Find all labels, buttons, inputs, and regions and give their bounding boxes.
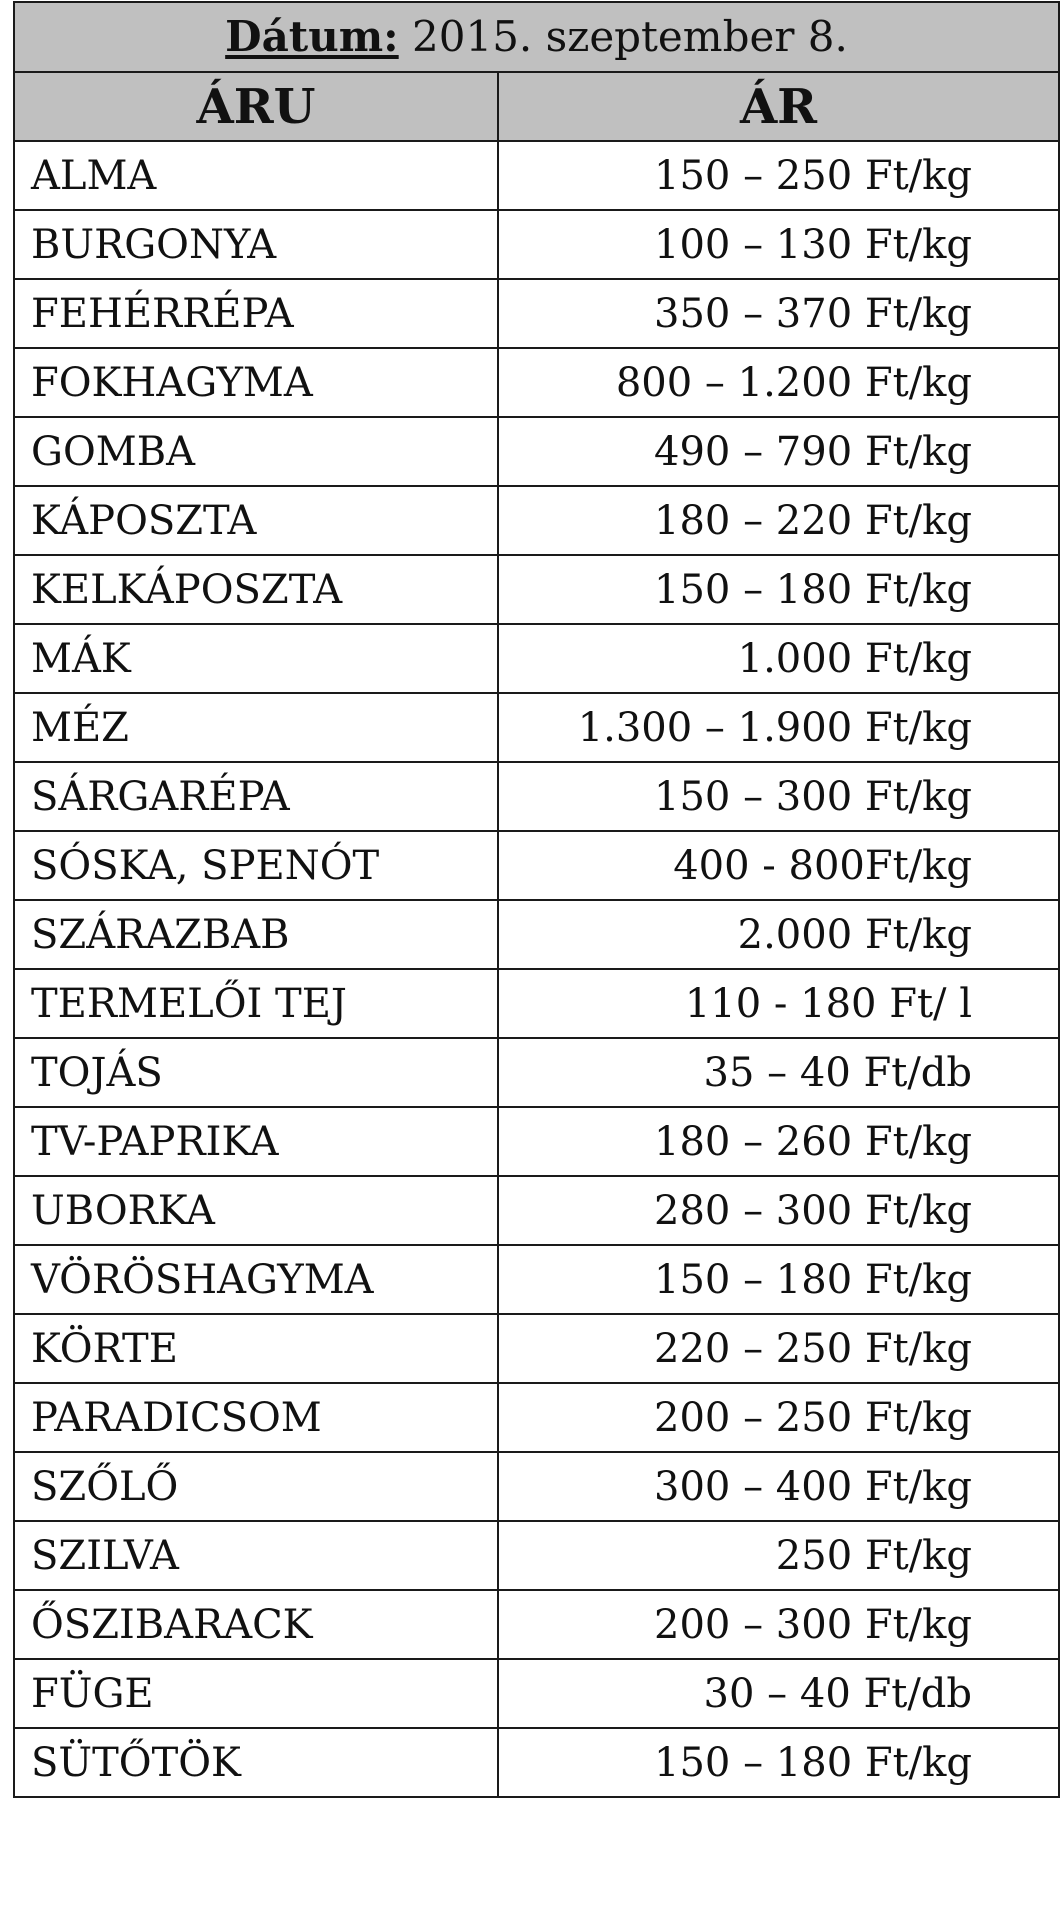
table-row: [14, 1728, 1059, 1797]
column-header-row: [14, 72, 1059, 141]
table-row: [14, 1245, 1059, 1314]
table-row: [14, 1659, 1059, 1728]
product-name: FÜGE: [14, 1659, 498, 1728]
product-price: 250 Ft/kg: [498, 1521, 1059, 1590]
product-name: FOKHAGYMA: [14, 348, 498, 417]
product-price: 150 – 180 Ft/kg: [498, 555, 1059, 624]
product-price: 100 – 130 Ft/kg: [498, 210, 1059, 279]
product-name: PARADICSOM: [14, 1383, 498, 1452]
product-price: 2.000 Ft/kg: [498, 900, 1059, 969]
product-price: 180 – 260 Ft/kg: [498, 1107, 1059, 1176]
product-price: 30 – 40 Ft/db: [498, 1659, 1059, 1728]
table-row: [14, 279, 1059, 348]
table-row: [14, 1038, 1059, 1107]
table-row: [14, 762, 1059, 831]
table-row: [14, 1176, 1059, 1245]
product-price: 150 – 180 Ft/kg: [498, 1245, 1059, 1314]
table-row: [14, 969, 1059, 1038]
table-row: [14, 831, 1059, 900]
product-price: 350 – 370 Ft/kg: [498, 279, 1059, 348]
product-name: TOJÁS: [14, 1038, 498, 1107]
product-price: 1.300 – 1.900 Ft/kg: [498, 693, 1059, 762]
table-row: [14, 1383, 1059, 1452]
product-name: TV-PAPRIKA: [14, 1107, 498, 1176]
product-name: SÓSKA, SPENÓT: [14, 831, 498, 900]
product-name: MÁK: [14, 624, 498, 693]
price-list-table: [13, 1, 1060, 1798]
column-header-product: ÁRU: [14, 72, 498, 141]
product-price: 35 – 40 Ft/db: [498, 1038, 1059, 1107]
product-name: KÖRTE: [14, 1314, 498, 1383]
product-price: 200 – 250 Ft/kg: [498, 1383, 1059, 1452]
product-price: 800 – 1.200 Ft/kg: [498, 348, 1059, 417]
product-price: 110 - 180 Ft/ l: [498, 969, 1059, 1038]
date-row: [14, 2, 1059, 72]
table-row: [14, 693, 1059, 762]
product-name: FEHÉRRÉPA: [14, 279, 498, 348]
column-header-price: ÁR: [498, 72, 1059, 141]
product-price: 1.000 Ft/kg: [498, 624, 1059, 693]
table-row: [14, 1452, 1059, 1521]
date-cell: [14, 2, 1059, 72]
product-name: KELKÁPOSZTA: [14, 555, 498, 624]
product-price: 200 – 300 Ft/kg: [498, 1590, 1059, 1659]
product-name: ŐSZIBARACK: [14, 1590, 498, 1659]
product-price: 180 – 220 Ft/kg: [498, 486, 1059, 555]
product-name: KÁPOSZTA: [14, 486, 498, 555]
product-name: SÜTŐTÖK: [14, 1728, 498, 1797]
product-name: MÉZ: [14, 693, 498, 762]
table-row: [14, 141, 1059, 210]
date-value: 2015. szeptember 8.: [412, 12, 848, 61]
product-price: 300 – 400 Ft/kg: [498, 1452, 1059, 1521]
table-row: [14, 624, 1059, 693]
product-price: 150 – 180 Ft/kg: [498, 1728, 1059, 1797]
product-price: 150 – 250 Ft/kg: [498, 141, 1059, 210]
product-price: 400 - 800Ft/kg: [498, 831, 1059, 900]
product-name: SZÁRAZBAB: [14, 900, 498, 969]
product-price: 150 – 300 Ft/kg: [498, 762, 1059, 831]
table-row: [14, 210, 1059, 279]
table-row: [14, 555, 1059, 624]
table-row: [14, 348, 1059, 417]
table-row: [14, 1314, 1059, 1383]
product-name: SZŐLŐ: [14, 1452, 498, 1521]
table-row: [14, 1521, 1059, 1590]
table-row: [14, 486, 1059, 555]
product-price: 220 – 250 Ft/kg: [498, 1314, 1059, 1383]
product-price: 280 – 300 Ft/kg: [498, 1176, 1059, 1245]
product-name: UBORKA: [14, 1176, 498, 1245]
product-price: 490 – 790 Ft/kg: [498, 417, 1059, 486]
product-name: TERMELŐI TEJ: [14, 969, 498, 1038]
product-name: BURGONYA: [14, 210, 498, 279]
table-row: [14, 900, 1059, 969]
product-name: ALMA: [14, 141, 498, 210]
table-row: [14, 1107, 1059, 1176]
date-label: Dátum:: [225, 12, 399, 61]
table-row: [14, 417, 1059, 486]
product-name: VÖRÖSHAGYMA: [14, 1245, 498, 1314]
table-row: [14, 1590, 1059, 1659]
product-name: SÁRGARÉPA: [14, 762, 498, 831]
product-name: SZILVA: [14, 1521, 498, 1590]
product-name: GOMBA: [14, 417, 498, 486]
